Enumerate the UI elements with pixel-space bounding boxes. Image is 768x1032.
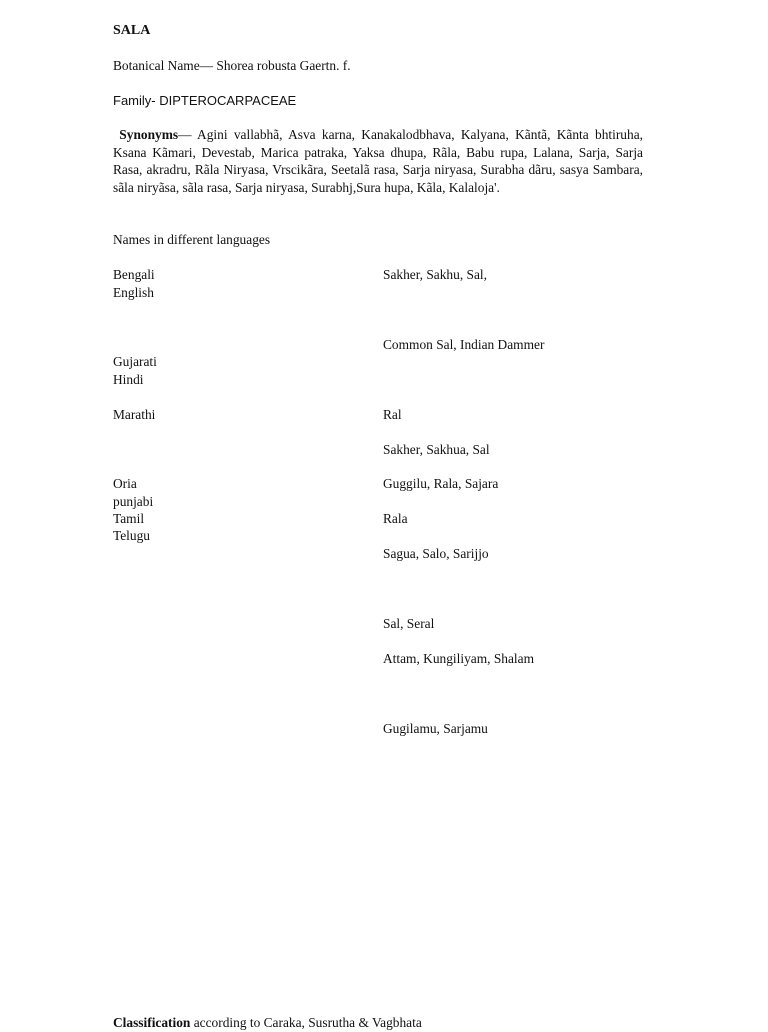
language-value: Ral <box>383 407 402 422</box>
botanical-name: Botanical Name— Shorea robusta Gaertn. f. <box>113 58 351 73</box>
language-value: Sagua, Salo, Sarijjo <box>383 546 489 561</box>
language-label-english: English <box>113 285 154 300</box>
classification-line <box>113 1014 422 1032</box>
language-value: Gugilamu, Sarjamu <box>383 721 488 736</box>
language-label-oria: Oria <box>113 476 137 491</box>
language-value: Sakher, Sakhua, Sal <box>383 442 490 457</box>
language-label-telugu: Telugu <box>113 528 150 543</box>
language-value: Sakher, Sakhu, Sal, <box>383 267 487 282</box>
document-title: SALA <box>113 23 151 38</box>
synonyms-paragraph <box>113 126 643 196</box>
family-name: Family- DIPTEROCARPACEAE <box>113 93 297 108</box>
language-label-hindi: Hindi <box>113 372 144 387</box>
language-value: Attam, Kungiliyam, Shalam <box>383 651 534 666</box>
language-label-marathi: Marathi <box>113 407 156 422</box>
language-value: Guggilu, Rala, Sajara <box>383 476 499 491</box>
names-heading: Names in different languages <box>113 232 271 247</box>
synonyms-label: Synonyms <box>119 127 179 142</box>
classification-label: Classification <box>113 1015 191 1030</box>
language-label-punjabi: punjabi <box>113 494 154 509</box>
synonyms-text: — Agini vallabhã, Asva karna, Kanakalodbhava, Kalyana, Kãntã, Kãnta bhtiruha, Ksana Kãmari, Devestab, Marica patraka, Yaksa dhupa, Rãla, Babu rupa, Lalana, Sarja, Sarja Rasa, akradru, Rãla Niryasa, Vrscikãra, Seetalã rasa, Sarja niryasa, Surabha dãru, sasya Sambara, sãla niryãsa, sãla rasa, Sarja niryasa, Surabhj,Sura hupa, Kãla, Kalaloja'. <box>113 127 643 195</box>
language-label-bengali: Bengali <box>113 267 155 282</box>
language-value: Sal, Seral <box>383 616 435 631</box>
language-value: Rala <box>383 511 408 526</box>
language-label-gujarati: Gujarati <box>113 354 157 369</box>
language-value: Common Sal, Indian Dammer <box>383 337 545 352</box>
language-label-tamil: Tamil <box>113 511 145 526</box>
classification-text: according to Caraka, Susrutha & Vagbhata <box>190 1015 422 1030</box>
